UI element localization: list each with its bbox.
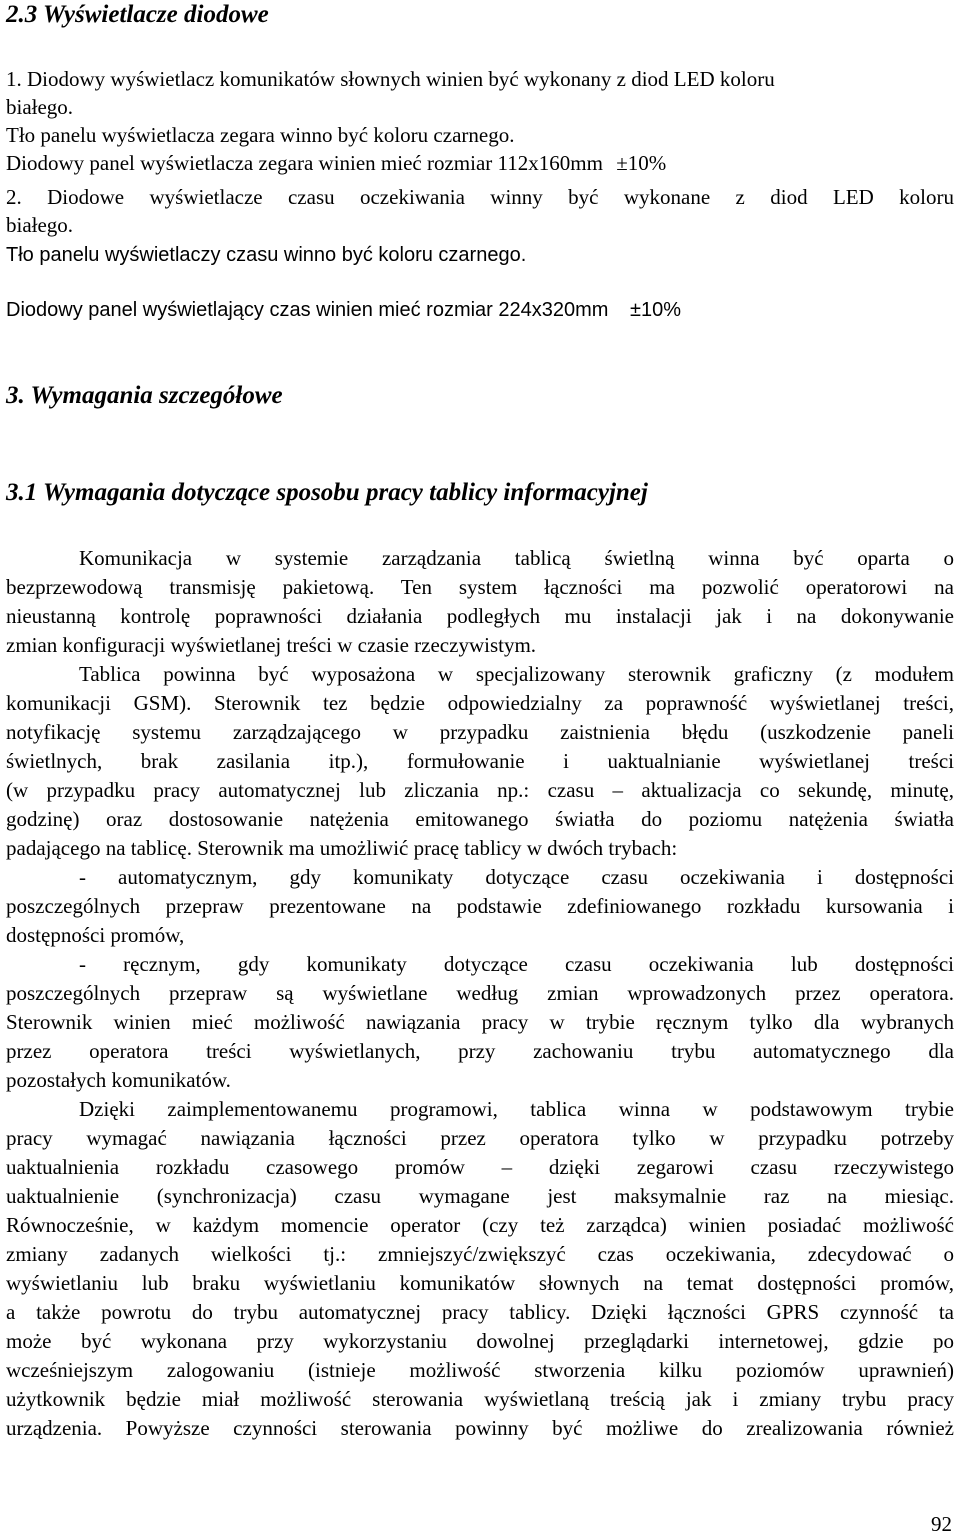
section-heading-3-1: 3.1 Wymagania dotyczące sposobu pracy tablicy informacyjnej [6,479,648,506]
page-number: 92 [931,1512,952,1536]
body-line: (w przypadku pracy automatycznej lub zliczania np.: czasu – aktualizacja co sekundę, minutę, [6,778,954,802]
body-line: poszczególnych przepraw prezentowane na podstawie zdefiniowanego rozkładu kursowania i [6,894,954,918]
body-line: komunikacji GSM). Sterownik tez będzie odpowiedzialny za poprawność wyświetlanej treści, [6,691,954,715]
body-line: może być wykonana przy wykorzystaniu dowolnej przeglądarki internetowej, gdzie po [6,1329,954,1353]
item2-line [6,296,681,324]
body-line: nieustanną kontrolę poprawności działania podległych mu instalacji jak i na dokonywanie [6,604,954,628]
body-line: - automatycznym, gdy komunikaty dotyczące czasu oczekiwania i dostępności [79,865,954,889]
body-line: pozostałych komunikatów. [6,1068,231,1092]
body-line: godzinę) oraz dostosowanie natężenia emitowanego światła do poziomu natężenia światła [6,807,954,831]
body-line: padającego na tablicę. Sterownik ma umożliwić pracę tablicy w dwóch trybach: [6,836,678,860]
item1-tolerance: ±10% [616,151,667,175]
body-line: zmiany zadanych wielkości tj.: zmniejszyć/zwiększyć czas oczekiwania, zdecydować o [6,1242,954,1266]
body-line: Sterownik winien mieć możliwość nawiązania pracy w trybie ręcznym tylko dla wybranych [6,1010,954,1034]
section-heading-2-3: 2.3 Wyświetlacze diodowe [6,1,269,28]
body-line: pracy wymagać nawiązania łączności przez operatora tylko w przypadku potrzeby [6,1126,954,1150]
body-line: a także powrotu do trybu automatycznej pracy tablicy. Dzięki łączności GPRS czynność ta [6,1300,954,1324]
body-line: notyfikację systemu zarządzającego w przypadku zaistnienia błędu (uszkodzenie paneli [6,720,954,744]
item2-line: Tło panelu wyświetlaczy czasu winno być koloru czarnego. [6,244,527,266]
body-line: dostępności promów, [6,923,185,947]
body-line: użytkownik będzie miał możliwość sterowania wyświetlaną treścią jak i zmiany trybu pracy [6,1387,954,1411]
item1-line: białego. [6,95,74,119]
body-line: poszczególnych przepraw są wyświetlane według zmian wprowadzonych przez operatora. [6,981,954,1005]
item2-line: 2. Diodowe wyświetlacze czasu oczekiwania winny być wykonane z diod LED koloru [6,185,954,209]
body-line: zmian konfiguracji wyświetlanej treści w czasie rzeczywistym. [6,633,537,657]
body-line: - ręcznym, gdy komunikaty dotyczące czasu oczekiwania lub dostępności [79,952,954,976]
body-line: Komunikacja w systemie zarządzania tablicą świetlną winna być oparta o [79,546,954,570]
body-line: urządzenia. Powyższe czynności sterowania powinny być możliwe do zrealizowania również [6,1416,954,1440]
section-heading-3: 3. Wymagania szczegółowe [6,382,283,409]
body-line: wyświetlaniu lub braku wyświetlaniu komunikatów słownych na temat dostępności promów, [6,1271,954,1295]
item1-line: 1. Diodowy wyświetlacz komunikatów słownych winien być wykonany z diod LED koloru [6,67,775,91]
body-line: przez operatora treści wyświetlanych, przy zachowaniu trybu automatycznego dla [6,1039,954,1063]
item2-line: białego. [6,213,74,237]
item1-line [6,149,666,177]
body-line: wcześniejszym zalogowaniu (istnieje możliwość stworzenia kilku poziomów uprawnień) [6,1358,954,1382]
body-line: Równocześnie, w każdym momencie operator (czy też zarządca) winien posiadać możliwość [6,1213,954,1237]
body-line: Dzięki zaimplementowanemu programowi, tablica winna w podstawowym trybie [79,1097,954,1121]
item1-size-text: Diodowy panel wyświetlacza zegara winien mieć rozmiar 112x160mm [6,151,603,175]
body-line: Tablica powinna być wyposażona w specjalizowany sterownik graficzny (z modułem [79,662,954,686]
item2-size-text: Diodowy panel wyświetlający czas winien mieć rozmiar 224x320mm [6,299,609,321]
body-line: bezprzewodową transmisję pakietową. Ten system łączności ma pozwolić operatorowi na [6,575,954,599]
body-line: uaktualnienia rozkładu czasowego promów – dzięki zegarowi czasu rzeczywistego [6,1155,954,1179]
body-line: świetlnych, brak zasilania itp.), formułowanie i uaktualnianie wyświetlanej treści [6,749,954,773]
body-line: uaktualnienie (synchronizacja) czasu wymagane jest maksymalnie raz na miesiąc. [6,1184,954,1208]
item1-line: Tło panelu wyświetlacza zegara winno być koloru czarnego. [6,123,515,147]
item2-tolerance: ±10% [630,299,682,321]
